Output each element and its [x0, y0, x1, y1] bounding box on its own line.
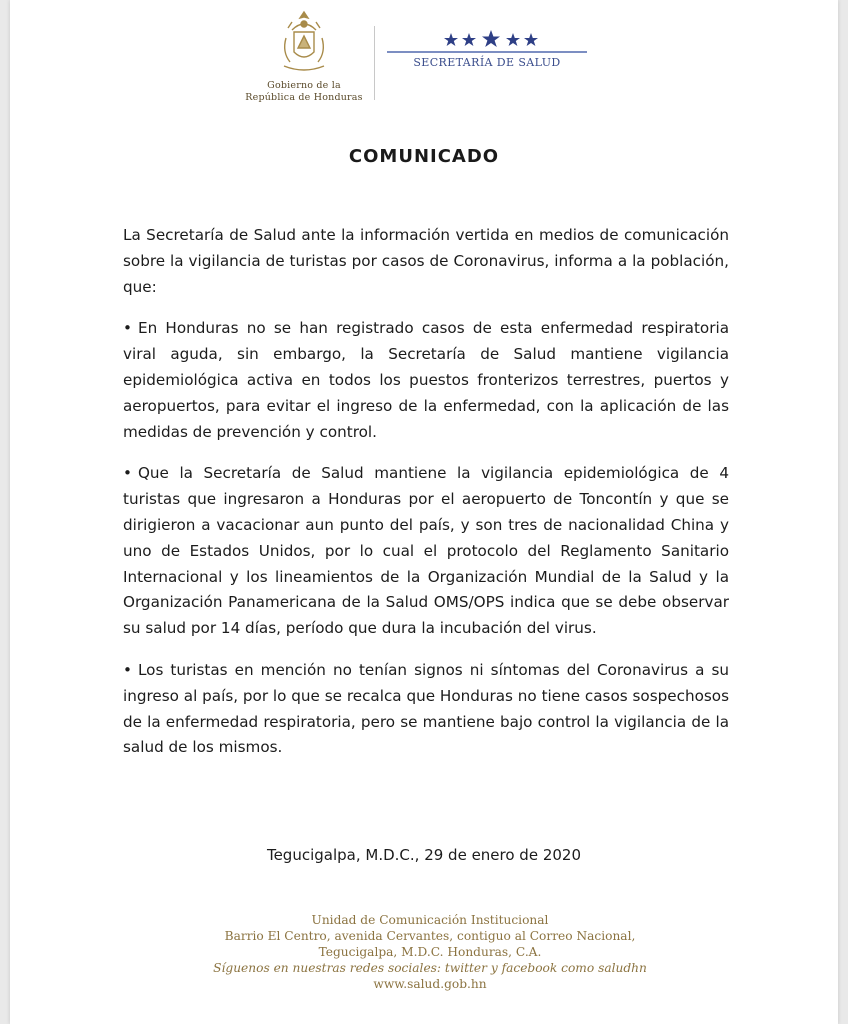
government-name [234, 80, 374, 104]
government-logo [234, 8, 374, 104]
intro-paragraph: La Secretaría de Salud ante la información vertida en medios de comunicación sobre la vigilancia de turistas por casos de Coronavirus, informa a la población, que: [123, 226, 729, 296]
footer [190, 912, 670, 992]
bullet-text-1: En Honduras no se han registrado casos de esta enfermedad respiratoria viral aguda, sin embargo, la Secretaría de Salud mantiene vigilancia epidemiológica activa en todos los puestos fronterizos terrestres, puertos y aeropuertos, para evitar el ingreso de la enfermedad, con la aplicación de las medidas de prevención y control. [123, 319, 729, 441]
bullet-text-2: Que la Secretaría de Salud mantiene la vigilancia epidemiológica de 4 turistas que ingresaron a Honduras por el aeropuerto de Toncontín y que se dirigieron a vacacionar aun punto del país, y son tres de nacionalidad China y uno de Estados Unidos, por lo cual el protocolo del Reglamento Sanitario Internacional y los lineamientos de la Organización Mundial de la Salud y la Organización Panamericana de la Salud OMS/OPS indica que se debe observar su salud por 14 días, período que dura la incubación del virus. [123, 464, 729, 638]
bullet-paragraph-2 [123, 461, 729, 642]
bullet-paragraph-1 [123, 316, 729, 445]
document-body [123, 223, 729, 777]
footer-unit: Unidad de Comunicación Institucional [311, 913, 549, 927]
stars-icon [441, 30, 541, 48]
secretaria-name: SECRETARÍA DE SALUD [413, 56, 561, 69]
government-line-2: República de Honduras [245, 92, 363, 103]
footer-website[interactable]: www.salud.gob.hn [373, 977, 487, 991]
secretaria-logo [387, 30, 587, 80]
footer-address: Barrio El Centro, avenida Cervantes, contiguo al Correo Nacional, [224, 929, 636, 943]
bullet-icon: • [123, 319, 132, 338]
header-divider [374, 26, 375, 100]
bullet-icon: • [123, 464, 132, 483]
government-line-1: Gobierno de la [267, 80, 341, 91]
bullet-text-3: Los turistas en mención no tenían signos ni síntomas del Coronavirus a su ingreso al país, por lo que se recalca que Honduras no tiene casos sospechosos de la enfermedad respiratoria, pero se mantiene bajo control la vigilancia de la salud de los mismos. [123, 660, 729, 757]
footer-social: Síguenos en nuestras redes sociales: twitter y facebook como saludhn [213, 961, 647, 975]
document-title: COMUNICADO [348, 146, 500, 167]
document-page [10, 0, 838, 1024]
coat-of-arms-icon [274, 8, 334, 78]
place-and-date: Tegucigalpa, M.D.C., 29 de enero de 2020 [266, 846, 582, 864]
secretaria-rule [387, 51, 587, 53]
footer-city: Tegucigalpa, M.D.C. Honduras, C.A. [318, 945, 542, 959]
bullet-paragraph-3 [123, 658, 729, 761]
bullet-icon: • [123, 660, 132, 679]
